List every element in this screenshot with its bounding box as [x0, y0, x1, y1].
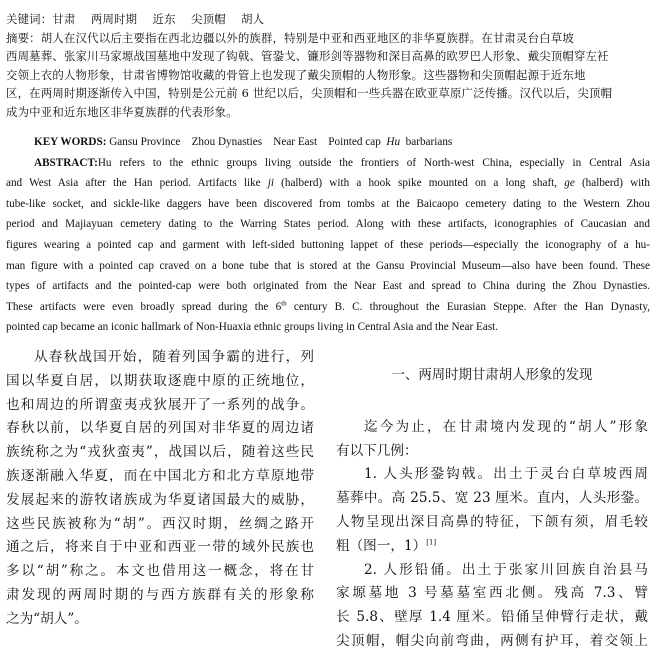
body-left-column — [6, 346, 314, 632]
keyword-zh: 两周时期 — [90, 12, 138, 26]
body-right-column — [336, 364, 648, 654]
body-line: 之为“胡人”。 — [6, 610, 88, 627]
body-line: 尖顶帽，帽尖向前弯曲，两侧有护耳，着交领上 — [336, 632, 648, 649]
body-line: 长 5.8、壁厚 1.4 厘米。铅俑呈伸臂行走状，戴 — [336, 609, 648, 626]
chinese-abstract-line: 交领上衣的人物形象，甘肃省博物馆收藏的骨管上也发现了戴尖顶帽的人物形象。这些器物和尖顶帽起源于近东地 — [6, 67, 586, 82]
chinese-keywords — [6, 10, 650, 29]
english-keywords-label: KEY WORDS: — [34, 136, 107, 148]
english-abstract-text: Hu refers to the ethnic groups living outside the frontiers of North-west China, especially in Central Asia — [97, 156, 650, 169]
english-abstract-line: tube-like socket, and sickle-like daggers have been discovered from tombs at the Baicaopo cemetery dating to the Western Zhou — [6, 197, 650, 210]
body-line: 多以“胡”称之。本文也借用这一概念，将在甘 — [6, 563, 314, 580]
chinese-abstract-line: 成为中亚和近东地区非华夏族群的代表形象。 — [6, 104, 238, 119]
english-abstract-line: figures wearing a pointed cap and garment with left-sided buttoning lappet of these periods—especially the iconography of a hu- — [6, 238, 650, 251]
english-abstract-text: (halberd) with — [574, 177, 650, 190]
chinese-abstract-text: 胡人在汉代以后主要指在西北边疆以外的族群，特别是中亚和西亚地区的非华夏族群。在甘肃灵台白草坡 — [40, 30, 574, 45]
english-keywords — [6, 132, 650, 153]
english-abstract-line: pointed cap became an iconic hallmark of Non-Huaxia ethnic groups living in Central Asia and the Near East. — [6, 321, 499, 334]
body-line: 人物呈现出深目高鼻的特征，下颌有须，眉毛较 — [336, 513, 648, 530]
keyword-zh: 胡人 — [241, 12, 265, 26]
keyword-en: barbarians — [405, 136, 453, 148]
chinese-abstract-block — [6, 10, 650, 122]
body-line: 从春秋战国开始，随着列国争霸的进行，列 — [34, 349, 314, 365]
english-abstract-line: types of artifacts and the pointed-cap were both originated from the Near East and spread to China during the Zhou Dynasties. — [6, 280, 650, 293]
body-line: 族统称之为“戎狄蛮夷”，战国以后，随着这些民 — [6, 444, 314, 461]
keyword-zh: 甘肃 — [52, 12, 76, 26]
keyword-en: Hu — [386, 136, 401, 148]
keyword-en: Gansu Province — [109, 136, 181, 148]
body-line: 肃发现的两周时期的与西方族群有关的形象称 — [6, 586, 314, 603]
section-heading: 一、两周时期甘肃胡人形象的发现 — [391, 368, 593, 383]
citation-ref[interactable]: [1] — [426, 538, 437, 547]
list-item: 1. 人头形銎钩戟。出土于灵台白草坡西周 — [364, 466, 648, 483]
body-line: 也和周边的所谓蛮夷戎狄展开了一系列的战争。 — [6, 396, 314, 413]
chinese-keywords-label: 关键词： — [6, 12, 53, 26]
keyword-en: Pointed cap — [328, 136, 381, 148]
chinese-abstract-line: 区，在两周时期逐渐传入中国，特别是公元前 6 世纪以后，尖顶帽和一些兵器在欧亚草原广泛传播。汉代以后，尖顶帽 — [6, 86, 613, 101]
body-line: 春秋以前，以华夏自居的列国对非华夏的周边诸 — [6, 420, 314, 437]
list-item: 2. 人形铅俑。出土于张家川回族自治县马 — [364, 561, 648, 578]
body-text: 粗（图一，1） — [336, 537, 427, 554]
keyword-zh: 近东 — [152, 12, 176, 26]
english-abstract-text: These artifacts were even broadly spread during the 6 — [6, 300, 282, 313]
english-abstract-line — [6, 173, 650, 194]
english-abstract-italic: ge — [564, 177, 575, 190]
superscript: th — [281, 299, 287, 308]
english-abstract-line: man figure with a pointed cap craved on a bone tube that is stored at the Gansu Provincial Museum—also have been found. These — [6, 259, 650, 272]
english-abstract-text: century B. C. throughout the Eurasian Steppe. After the Han Dynasty, — [286, 300, 650, 313]
english-abstract-block — [6, 132, 650, 338]
body-line: 发展起来的游牧诸族成为华夏诸国最大的威胁， — [6, 491, 314, 508]
english-abstract-line: period and Majiayuan cemetery dating to the Warring States period. Along with these artifacts, iconographies of Caucasian and — [6, 218, 650, 231]
chinese-abstract-line: 西周墓葬、张家川马家塬战国墓地中发现了钩戟、管銎戈、镰形剑等器物和深目高鼻的欧罗巴人形象、戴尖顶帽穿左衽 — [6, 49, 609, 64]
english-abstract-italic: ji — [267, 177, 274, 190]
body-line: 通之后，将来自于中亚和西亚一带的域外民族也 — [6, 539, 314, 556]
body-line: 家塬墓地 3 号墓墓室西北侧。残高 7.3、臂 — [336, 585, 648, 602]
chinese-abstract-line — [6, 29, 650, 48]
body-line: 有以下几例： — [336, 442, 418, 459]
english-abstract-line — [6, 297, 650, 318]
body-line — [336, 535, 648, 559]
english-abstract-text: and West Asia after the Han period. Artifacts like — [6, 177, 268, 190]
body-line: 这些民族被称为“胡”。西汉时期，丝绸之路开 — [6, 515, 314, 532]
english-abstract-text: (halberd) with a hook spike mounted on a long shaft, — [273, 177, 565, 190]
body-line: 国以华夏自居，以期获取逐鹿中原的正统地位， — [6, 372, 314, 389]
keyword-en: Zhou Dynasties — [191, 136, 263, 148]
body-line: 迄今为止，在甘肃境内发现的“胡人”形象 — [364, 418, 648, 435]
keyword-en: Near East — [273, 136, 318, 148]
keyword-zh: 尖顶帽 — [191, 12, 226, 26]
english-abstract-line — [6, 153, 650, 174]
chinese-abstract-label: 摘要： — [6, 30, 41, 45]
body-line: 墓葬中。高 25.5、宽 23 厘米。直内，人头形銎。 — [336, 490, 648, 507]
body-line: 族逐渐融入华夏，而在中国北方和北方草原地带 — [6, 467, 314, 484]
english-abstract-label: ABSTRACT: — [34, 156, 98, 169]
